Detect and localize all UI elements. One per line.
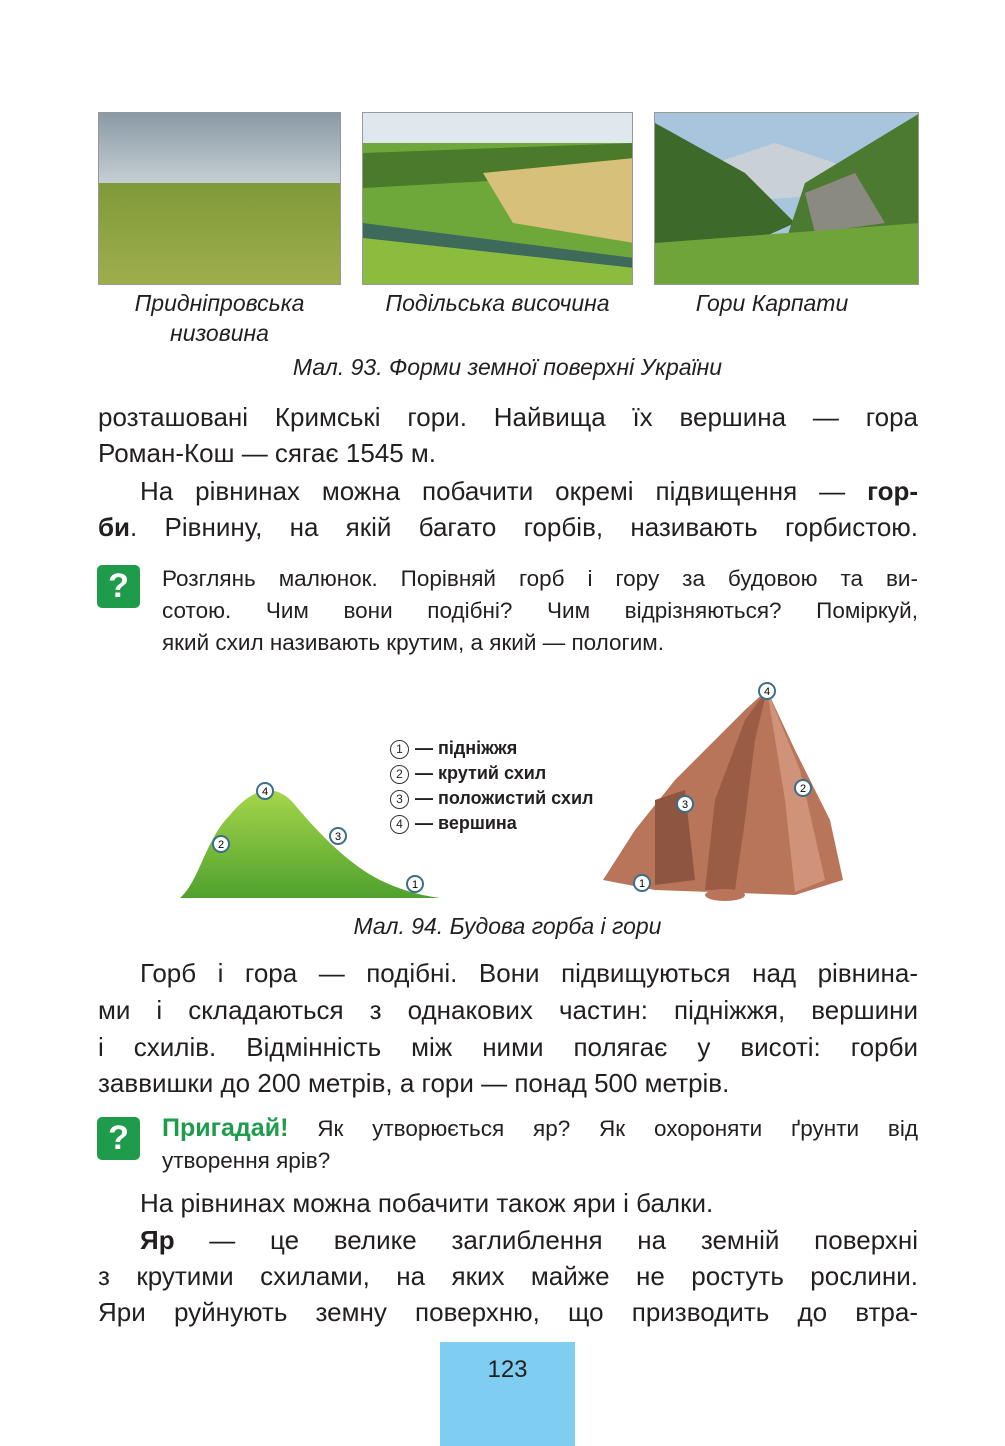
question-text-line: утворення ярів?: [162, 1148, 331, 1173]
body-text-line: На рівнинах можна побачити також яри і балки.: [140, 1188, 714, 1218]
remember-title: Пригадай!: [162, 1114, 289, 1142]
caption-line: Придніпровська: [134, 290, 305, 316]
figure-93-caption: Мал. 93. Форми земної поверхні України: [292, 354, 723, 380]
number-badge: 2: [390, 765, 409, 784]
svg-text:3: 3: [681, 799, 689, 811]
body-text-line: розташовані Кримські гори. Найвища їх вершина — гора: [98, 402, 918, 432]
photo-podilska-upland: [362, 112, 633, 285]
figure-94-caption: Мал. 94. Будова горба і гори: [353, 913, 662, 939]
question-text-line: сотою. Чим вони подібні? Чим відрізняються? Поміркуй,: [162, 598, 918, 623]
lowland-image: [99, 113, 341, 285]
caption-line: низовина: [170, 320, 269, 346]
number-badge: 3: [390, 790, 409, 809]
term-bold: гор-: [867, 476, 918, 506]
legend-item: [390, 788, 593, 809]
legend-item: [390, 738, 517, 759]
legend-item: [390, 763, 546, 784]
body-text-line: і схилів. Відмінність між ними полягає у висоті: горби: [98, 1032, 918, 1062]
svg-text:2: 2: [217, 839, 225, 851]
body-text-line: [98, 476, 918, 507]
body-text-line: Горб і гора — подібні. Вони підвищуються над рівнина-: [140, 958, 918, 988]
photo-carpathian-mountains: [654, 112, 919, 285]
legend-label: — положистий схил: [415, 788, 594, 808]
svg-text:2: 2: [799, 783, 807, 795]
photo-caption-2: Подільська височина: [385, 290, 610, 316]
mountains-image: [655, 113, 919, 285]
text: На рівнинах можна побачити окремі підвищення —: [140, 476, 868, 506]
legend-label: — крутий схил: [415, 763, 547, 783]
svg-text:1: 1: [638, 878, 646, 890]
number-badge: 4: [390, 815, 409, 834]
body-text-line: [98, 512, 918, 543]
body-text-line: з крутими схилами, на яких майже не ростуть рослини.: [98, 1261, 918, 1291]
question-text-line: Розглянь малюнок. Порівняй горб і гору за будовою та ви-: [162, 566, 918, 591]
svg-text:4: 4: [763, 686, 771, 698]
text: Як утворюється яр? Як охороняти ґрунти від: [288, 1116, 918, 1141]
body-text-line: [98, 1225, 918, 1256]
legend-label: — підніжжя: [415, 738, 518, 758]
question-text-line: який схил називають крутим, а який — пологим.: [162, 630, 665, 655]
legend-label: — вершина: [415, 813, 517, 833]
body-text-line: Роман-Кош — сягає 1545 м.: [98, 438, 437, 468]
number-badge: 1: [390, 740, 409, 759]
legend-item: [390, 813, 517, 834]
upland-image: [363, 113, 633, 285]
mountain-illustration: [595, 680, 850, 905]
text: . Рівнину, на якій багато горбів, називають горбистою.: [130, 512, 918, 542]
photo-caption-3: Гори Карпати: [695, 290, 849, 316]
photo-prydniprovska-lowland: [98, 112, 341, 285]
term-bold: Яр: [140, 1225, 175, 1255]
text: — це велике заглиблення на земній поверхні: [174, 1225, 918, 1255]
page-number: 123: [440, 1342, 575, 1446]
photo-caption-1: [98, 290, 341, 347]
question-text-line: [162, 1114, 918, 1143]
body-text-line: ми і складаються з однакових частин: підніжжя, вершини: [98, 995, 918, 1025]
svg-text:1: 1: [411, 879, 419, 891]
question-icon: ?: [97, 565, 140, 608]
term-bold: би: [98, 512, 131, 542]
body-text-line: заввишки до 200 метрів, а гори — понад 500 метрів.: [98, 1068, 730, 1098]
svg-text:3: 3: [334, 831, 342, 843]
body-text-line: Яри руйнують земну поверхню, що призводить до втра-: [98, 1297, 918, 1327]
question-icon: ?: [97, 1117, 140, 1160]
svg-text:4: 4: [261, 786, 269, 798]
